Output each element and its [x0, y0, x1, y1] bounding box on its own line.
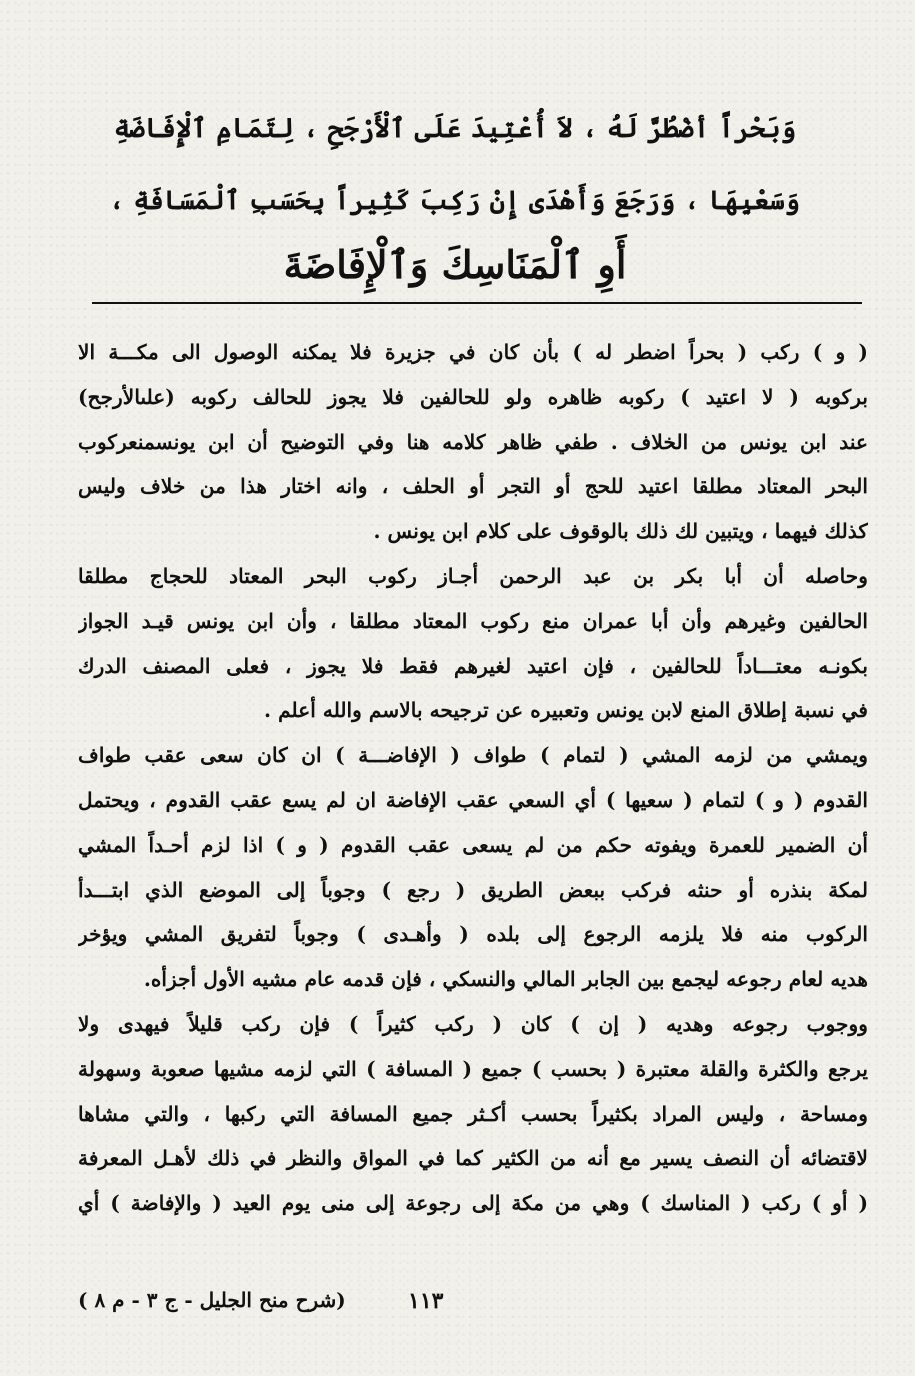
commentary-line: البحر المعتاد مطلقا اعتيد للحج أو التجر أو الحلف ، وانه اختار هذا من خلاف وليس: [78, 474, 868, 499]
signature-reference: (شرح منح الجليل - ج ٣ - م ٨ ): [78, 1288, 346, 1312]
page-number: ١١٣: [408, 1288, 444, 1314]
commentary-line: لمكة بنذره أو حنثه فركب ببعض الطريق ( رجع ) وجوباً إلى الموضع الذي ابتـــدأ: [78, 877, 868, 902]
commentary-line: الحالفين وغيرهم وأن أبا عمران منع ركوب المعتاد مطلقا ، وأن ابن يونس قيـد الجواز: [78, 608, 868, 633]
commentary-line: بكونـه معتـــاداً للحالفين ، فإن اعتيد لغيرهم فقط فلا يجوز ، فعلى المصنف الدرك: [78, 653, 868, 678]
commentary-line: أن الضمير للعمرة ويفوته حكم من لم يسعى عقب القدوم ( و ) اذا لزم أحـداً المشي: [78, 832, 868, 857]
commentary-line: كذلك فيهما ، ويتبين لك ذلك بالوقوف على كلام ابن يونس .: [373, 519, 868, 544]
commentary-line: ويمشي من لزمه المشي ( لتمام ) طواف ( الإفاضـــة ) ان كان سعى عقب طواف: [78, 743, 868, 768]
page-footer: [78, 1288, 868, 1328]
commentary-line: ( أو ) ركب ( المناسك ) وهي من مكة إلى رجوعة إلى منى يوم العيد ( والإفاضة ) أي: [78, 1191, 868, 1216]
commentary-line: في نسبة إطلاق المنع لابن يونس وتعبيره عن ترجيحه بالاسم والله أعلم .: [264, 698, 868, 723]
commentary-line: وحاصله أن أبا بكر بن عبد الرحمن أجـاز ركوب البحر المعتاد للحجاج مطلقا: [78, 563, 868, 588]
commentary-line: يرجع والكثرة والقلة معتبرة ( بحسب ) جميع ( المسافة ) التي لزمه مشيها صعوبة وسهولة: [78, 1056, 868, 1081]
commentary-line: لاقتضائه أن النصف يسير مع أنه من الكثير كما في المواق والنظر في ذلك لأهـل المعرفة: [78, 1146, 868, 1171]
commentary-line: القدوم ( و ) لتمام ( سعيها ) أي السعي عقب الإفاضة ان لم يسع عقب القدوم ، ويحتمل: [78, 787, 868, 812]
section-divider: [92, 302, 862, 304]
verse-line-2: وَسَعْيِهَا ، وَرَجَعَ وَأَهْدَى إِنْ رَكِبَ كَثِيراً بِحَسَبِ ٱلْمَسَافَةِ ،: [109, 186, 800, 216]
commentary-line: الركوب منه فلا يلزمه الرجوع إلى بلده ( وأهـدى ) وجوباً لتفريق المشي ويؤخر: [78, 922, 868, 947]
commentary-line: عند ابن يونس من الخلاف . طفي ظاهر كلامه هنا وفي التوضيح أن ابن يونسمنعركوب: [78, 429, 868, 454]
commentary-line: ( و ) ركب ( بحراً اضطر له ) بأن كان في جزيرة فلا يمكنه الوصول الى مكـــة الا: [78, 340, 868, 364]
verse-line-1: وَبَحْراً أضْطُرَّ لَهُ ، لاَ أُعْتِيدَ عَلَى ٱلْأَرْجَحِ ، لِتَمَامِ ٱلْإِفَاضَةِ: [113, 113, 797, 144]
verse-line-3: أَوِ ٱلْمَنَاسِكَ وَٱلْإِفَاضَةَ: [283, 242, 627, 287]
commentary-text: [78, 330, 868, 1226]
commentary-line: ووجوب رجوعه وهديه ( إن ) كان ( ركب كثيراً ) فإن ركب قليلاً فيهدى ولا: [78, 1011, 868, 1036]
commentary-line: هديه لعام رجوعه ليجمع بين الجابر المالي والنسكي ، فإن قدمه عام مشيه الأول أجزأه.: [143, 967, 868, 992]
commentary-line: بركوبه ( لا اعتيد ) ركوبه ظاهره ولو للحالفين فلا يجوز للحالف ركوبه (علىالأرجح): [78, 384, 868, 409]
commentary-line: ومساحة ، وليس المراد بكثيراً بحسب أكـثر جميع المسافة التي ركبها ، والتي مشاها: [78, 1101, 868, 1126]
